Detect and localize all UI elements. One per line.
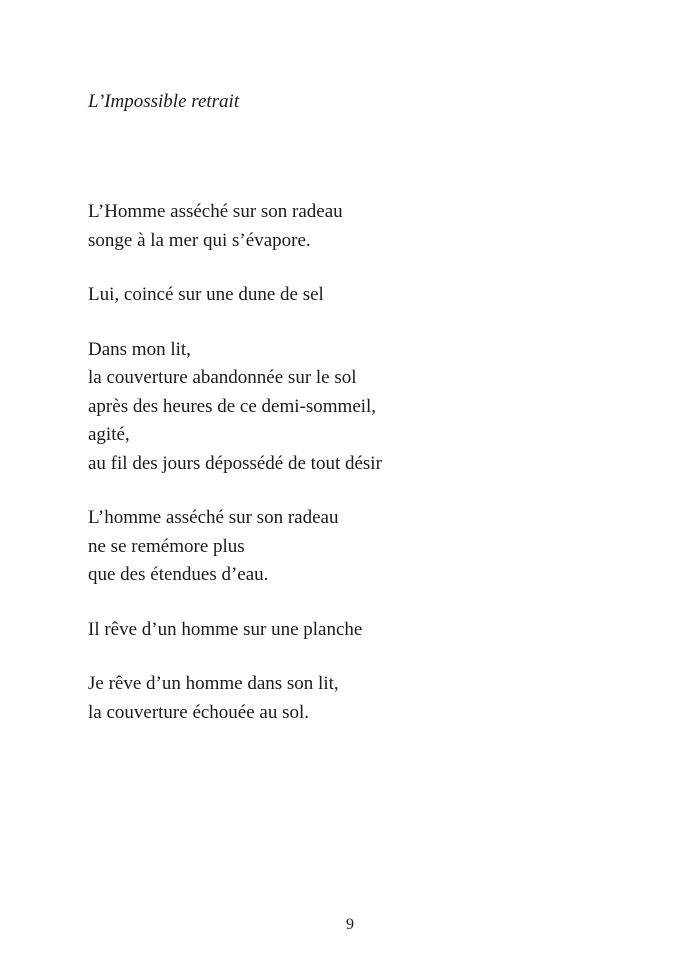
page-number: 9	[346, 916, 354, 933]
stanza	[88, 670, 648, 727]
stanza	[88, 504, 648, 590]
poem-line: L’Homme asséché sur son radeau	[88, 201, 343, 222]
poem-line: après des heures de ce demi-sommeil,	[88, 395, 377, 417]
poem-line: songe à la mer qui s’évapore.	[88, 229, 311, 251]
poem-line: Lui, coincé sur une dune de sel	[88, 284, 324, 305]
poem-line: au fil des jours dépossédé de tout désir	[88, 452, 382, 474]
poem-line: Je rêve d’un homme dans son lit,	[88, 673, 339, 694]
stanza	[88, 336, 648, 479]
poem-line: la couverture échouée au sol.	[88, 701, 310, 723]
stanza	[88, 198, 648, 255]
poem-body	[88, 198, 648, 753]
poem-line: la couverture abandonnée sur le sol	[88, 367, 357, 388]
poem-line: Il rêve d’un homme sur une planche	[88, 618, 363, 640]
poem-line: ne se remémore plus	[88, 535, 245, 557]
poem-line: agité,	[88, 424, 130, 445]
poem-title: L’Impossible retrait	[88, 91, 240, 112]
poem-line: que des étendues d’eau.	[88, 564, 269, 585]
poem-line: Dans mon lit,	[88, 338, 191, 360]
stanza	[88, 281, 648, 310]
poem-line: L’homme asséché sur son radeau	[88, 507, 339, 528]
stanza	[88, 616, 648, 645]
